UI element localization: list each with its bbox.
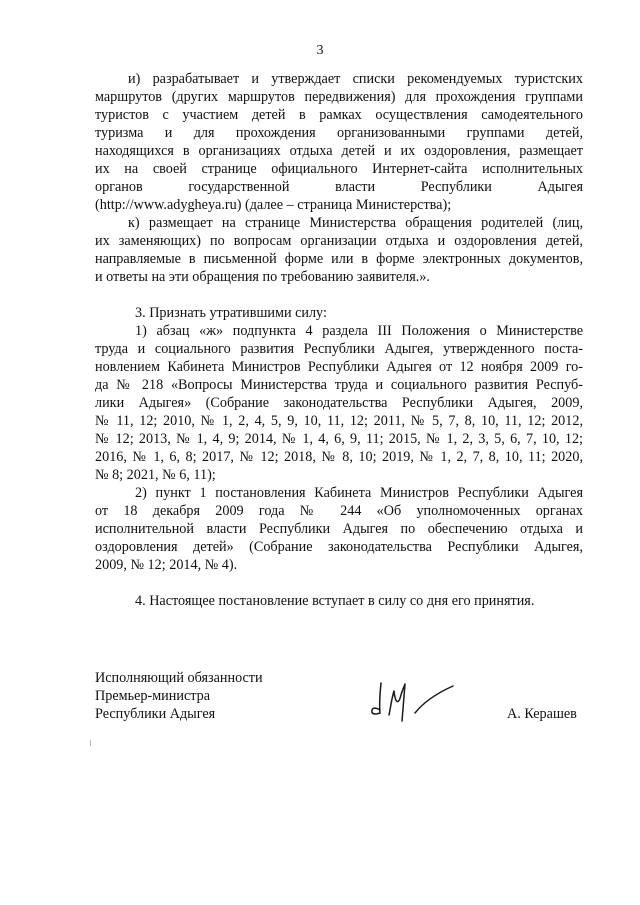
text-line: маршрутов (других маршрутов передвижения) для прохождения группами bbox=[95, 89, 583, 105]
text-line: 2009, № 12; 2014, № 4). bbox=[95, 557, 238, 573]
text-line: и) разрабатывает и утверждает списки рекомендуемых туристских bbox=[128, 71, 583, 87]
text-line: № 8; 2021, № 6, 11); bbox=[95, 467, 216, 483]
signatory-name: А. Керашев bbox=[507, 706, 577, 722]
text-line: от 18 декабря 2009 года № 244 «Об уполномоченных органах bbox=[95, 503, 583, 519]
text-line: 2) пункт 1 постановления Кабинета Министров Республики Адыгея bbox=[135, 485, 583, 501]
text-line: и ответы на эти обращения по требованию заявителя.». bbox=[95, 269, 430, 285]
signatory-position-line: Исполняющий обязанности bbox=[95, 670, 263, 686]
text-line: оздоровления детей» (Собрание законодательства Республики Адыгея, bbox=[95, 539, 583, 555]
text-line: 4. Настоящее постановление вступает в силу со дня его принятия. bbox=[135, 593, 535, 609]
text-line: исполнительной власти Республики Адыгея по обеспечению отдыха и bbox=[95, 521, 583, 537]
text-line: (http://www.adygheya.ru) (далее – страница Министерства); bbox=[95, 197, 452, 213]
scan-mark bbox=[90, 740, 91, 746]
text-line: 1) абзац «ж» подпункта 4 раздела III Положения о Министерстве bbox=[135, 323, 583, 339]
text-line: лики Адыгея» (Собрание законодательства Республики Адыгея, 2009, bbox=[95, 395, 583, 411]
text-line: труда и социального развития Республики Адыгея, утвержденного поста- bbox=[95, 341, 583, 357]
signatory-position-line: Премьер-министра bbox=[95, 688, 211, 704]
text-line: да № 218 «Вопросы Министерства труда и социального развития Респуб- bbox=[95, 377, 583, 393]
text-line: их заменяющих) по вопросам организации отдыха и оздоровления детей, bbox=[95, 233, 583, 249]
signatory-position-line: Республики Адыгея bbox=[95, 706, 216, 722]
section-heading: 3. Признать утратившими силу: bbox=[135, 305, 327, 321]
text-line: новлением Кабинета Министров Республики Адыгея от 12 ноября 2009 го- bbox=[95, 359, 583, 375]
text-line: 2016, № 1, 6, 8; 2017, № 12; 2018, № 8, 10; 2019, № 1, 2, 7, 8, 10, 11; 2020, bbox=[95, 449, 583, 465]
text-line: органов государственной власти Республики Адыгея bbox=[95, 179, 583, 195]
text-line: к) размещает на странице Министерства обращения родителей (лиц, bbox=[128, 215, 583, 231]
text-line: их на своей странице официального Интернет-сайта исполнительных bbox=[95, 161, 583, 177]
text-line: № 12; 2013, № 1, 4, 9; 2014, № 1, 4, 6, 9, 11; 2015, № 1, 2, 3, 5, 6, 7, 10, 12; bbox=[95, 431, 583, 447]
text-line: № 11, 12; 2010, № 1, 2, 4, 5, 9, 10, 11, 12; 2011, № 5, 7, 8, 10, 11, 12; 2012, bbox=[95, 413, 583, 429]
text-line: туризма и для прохождения организованными группами детей, bbox=[95, 125, 583, 141]
handwritten-signature bbox=[365, 677, 465, 725]
text-line: находящихся в организациях отдыха детей и их оздоровления, размещает bbox=[95, 143, 583, 159]
text-line: туристов с участием детей в рамках осуществления самодеятельного bbox=[95, 107, 583, 123]
page-number: 3 bbox=[316, 43, 324, 58]
text-line: направляемые в письменной форме или в форме электронных документов, bbox=[95, 251, 583, 267]
